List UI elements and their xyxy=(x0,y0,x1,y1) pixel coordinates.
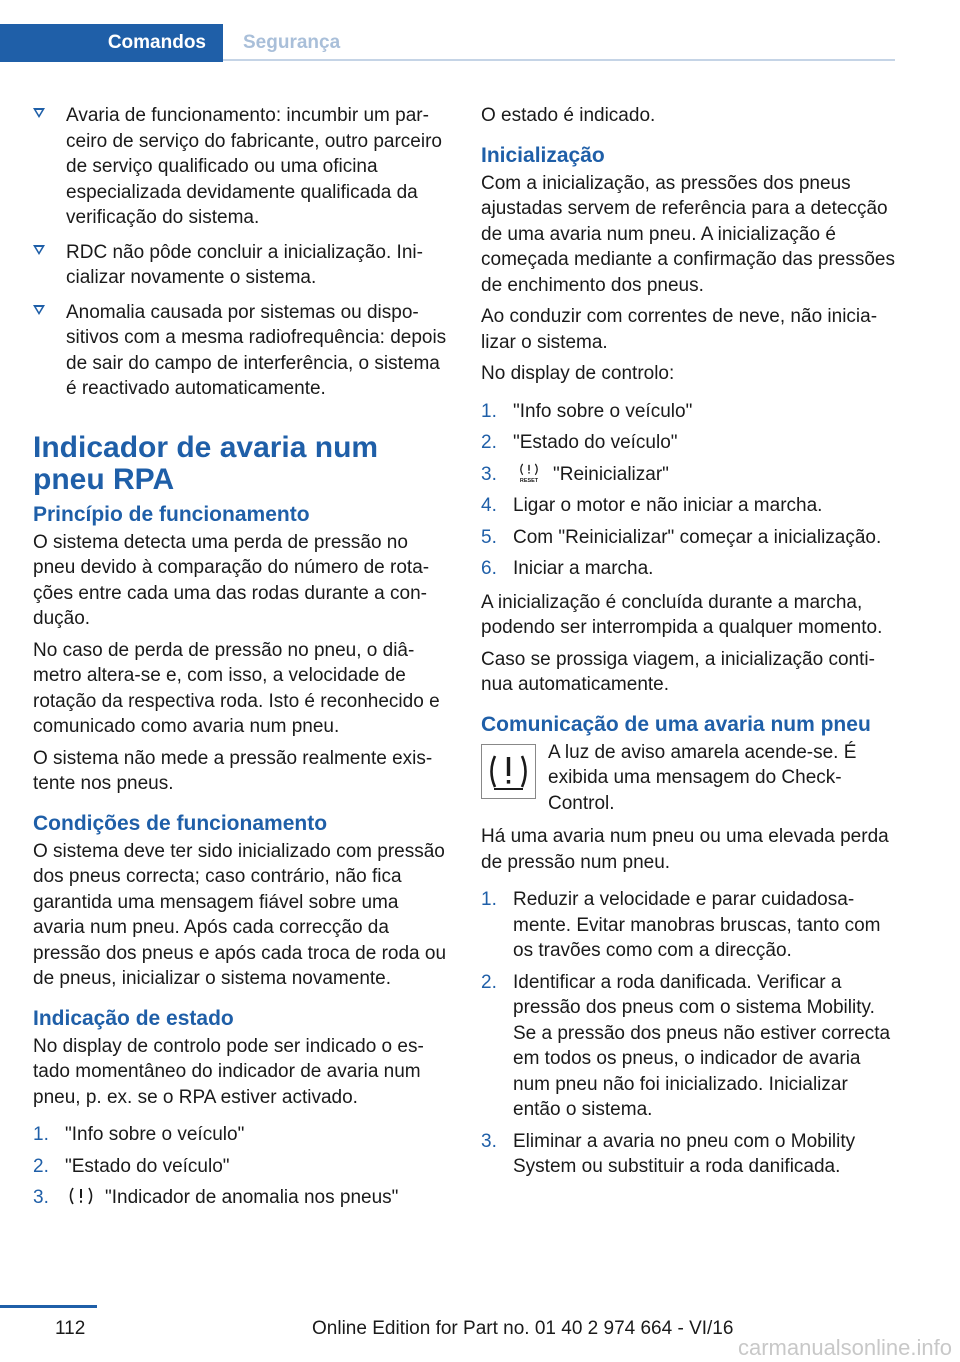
list-item xyxy=(33,103,448,231)
warning-note xyxy=(481,740,897,817)
step-number: 5. xyxy=(481,526,497,548)
paragraph: Há uma avaria num pneu ou uma elevada perda de pressão num pneu. xyxy=(481,826,889,873)
paragraph: O sistema deve ter sido inicializado com pressão dos pneus correcta; caso contrário, não fica garantida uma mensagem fiável sobre uma avaria num pneu. Após cada correcção da pressão dos pneus e após cada troca de roda ou de pneus, inicializar o sistema novamente. xyxy=(33,840,447,989)
page-number: 112 xyxy=(55,1318,86,1339)
status-steps-list xyxy=(33,1122,448,1211)
list-item xyxy=(33,1154,448,1180)
list-item xyxy=(481,970,897,1123)
init-steps-list xyxy=(481,399,897,582)
step-text: Identificar a roda danificada. Verificar a pressão dos pneus com o sistema Mobility. Se a pressão dos pneus não estiver correcta em todos os pneus, o indicador de avaria num pneu não foi inicializado. Inicializar então o sistema. xyxy=(513,971,891,1120)
list-item xyxy=(33,240,448,291)
step-text: "Info sobre o veículo" xyxy=(65,1124,245,1145)
step-text: Com "Reinicializar" começar a inicialização. xyxy=(513,526,882,548)
step-text: Eliminar a avaria no pneu com o Mobility System ou substituir a roda danificada. xyxy=(513,1130,856,1177)
tab-comandos[interactable]: Comandos xyxy=(0,24,223,62)
triangle-bullet-icon xyxy=(33,108,45,118)
paragraph: No display de controlo pode ser indicado o estado momentâneo do indicador de avaria num pneu, p. ex. se o RPA estiver activado. xyxy=(33,1035,424,1108)
paragraph: Com a inicialização, as pressões dos pneus ajustadas servem de referência para a detecção de uma avaria num pneu. A inicialização é começada mediante a confirmação das pressões de enchimento dos pneus. xyxy=(481,172,896,296)
step-text: Reduzir a velocidade e parar cuidadosamente. Evitar manobras bruscas, tanto com os travões como com a direcção. xyxy=(513,889,881,961)
bullet-text: RDC não pôde concluir a inicialização. Inicializar novamente o sistema. xyxy=(66,241,423,288)
list-item xyxy=(33,1122,448,1148)
list-item xyxy=(481,525,897,551)
step-text: "Estado do veículo" xyxy=(65,1155,230,1177)
triangle-bullet-icon xyxy=(33,305,45,315)
tab-seguranca[interactable]: Segurança xyxy=(243,32,341,53)
step-number: 3. xyxy=(481,463,497,485)
list-item xyxy=(481,1129,897,1180)
step-text: "Reinicializar" xyxy=(553,463,669,485)
tire-warning-icon xyxy=(65,1186,97,1206)
comm-steps-list xyxy=(481,887,897,1180)
step-text: "Info sobre o veículo" xyxy=(513,400,693,422)
page-title: Indicador de avaria num pneu RPA xyxy=(33,430,379,496)
step-text: Iniciar a marcha. xyxy=(513,558,654,579)
reset-icon-label: RESET xyxy=(519,477,539,483)
watermark: carmanualsonline.info xyxy=(737,1335,952,1360)
step-text: "Estado do veículo" xyxy=(513,432,678,453)
paragraph: No display de controlo: xyxy=(481,363,675,384)
step-number: 1. xyxy=(481,400,497,422)
bullet-text: Avaria de funcionamento: incumbir um parceiro de serviço do fabricante, outro parceiro de serviço qualificado ou uma oficina especializada devidamente qualificada da verificação do sistema. xyxy=(66,105,442,228)
tire-reset-icon xyxy=(513,463,545,483)
paragraph: Caso se prossiga viagem, a inicialização continua automaticamente. xyxy=(481,648,875,695)
section-heading-conditions: Condições de funcionamento xyxy=(33,811,328,835)
step-number: 2. xyxy=(481,971,497,993)
step-number: 2. xyxy=(33,1155,49,1177)
paragraph: O estado é indicado. xyxy=(481,105,656,126)
list-item xyxy=(481,887,897,964)
section-heading-principle: Princípio de funcionamento xyxy=(33,502,310,526)
list-item xyxy=(33,300,448,402)
list-item xyxy=(481,430,897,456)
list-item xyxy=(33,1185,448,1211)
triangle-bullet-icon xyxy=(33,245,45,255)
list-item xyxy=(481,556,897,582)
step-number: 1. xyxy=(481,889,497,910)
section-heading-communication: Comunicação de uma avaria num pneu xyxy=(481,712,871,736)
section-heading-status: Indicação de estado xyxy=(33,1006,234,1030)
footer-accent-line xyxy=(0,1305,97,1308)
tire-pressure-warning-icon xyxy=(481,744,536,799)
warning-text: A luz de aviso amarela acende-se. É exibida uma mensagem do Check-Control. xyxy=(548,741,857,814)
header-divider xyxy=(223,59,895,61)
edition-note: Online Edition for Part no. 01 40 2 974 664 - VI/16 xyxy=(312,1318,734,1339)
paragraph: No caso de perda de pressão no pneu, o diâmetro altera-se e, com isso, a velocidade de rotação da respectiva roda. Isto é reconhecido e comunicado como avaria num pneu. xyxy=(33,639,440,737)
list-item xyxy=(481,493,897,519)
paragraph: O sistema não mede a pressão realmente existente nos pneus. xyxy=(33,747,433,794)
step-text: Ligar o motor e não iniciar a marcha. xyxy=(513,495,823,516)
step-number: 2. xyxy=(481,432,497,453)
right-column xyxy=(481,103,897,1188)
left-column xyxy=(33,103,448,1219)
paragraph: O sistema detecta uma perda de pressão no pneu devido à comparação do número de rotações entre cada uma das rodas durante a condução. xyxy=(33,531,430,629)
step-number: 3. xyxy=(33,1187,49,1208)
step-number: 6. xyxy=(481,558,497,579)
section-heading-init: Inicialização xyxy=(481,143,605,167)
header-tabs xyxy=(0,24,895,62)
list-item xyxy=(481,462,897,488)
bullet-text: Anomalia causada por sistemas ou dispositivos com a mesma radiofrequência: depois de sair do campo de interferência, o sistema é reactivado automaticamente. xyxy=(66,301,447,399)
step-text: "Indicador de anomalia nos pneus" xyxy=(105,1187,399,1208)
step-number: 1. xyxy=(33,1124,49,1145)
paragraph: A inicialização é concluída durante a marcha, podendo ser interrompida a qualquer momento. xyxy=(481,591,883,638)
step-number: 3. xyxy=(481,1130,497,1152)
step-number: 4. xyxy=(481,495,497,516)
list-item xyxy=(481,399,897,425)
paragraph: Ao conduzir com correntes de neve, não inicializar o sistema. xyxy=(481,306,878,353)
